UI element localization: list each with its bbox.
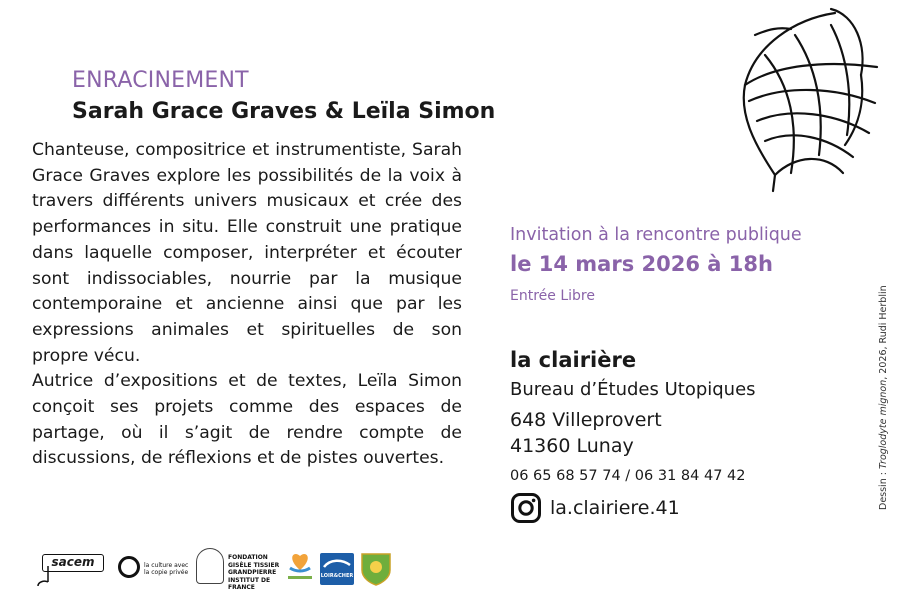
instagram-link[interactable]: [510, 492, 680, 524]
address-city: 41360 Lunay: [510, 435, 634, 457]
tissier-seal: [196, 548, 224, 584]
credit-prefix: Dessin :: [878, 469, 889, 510]
credit-suffix: , 2026, Rudi Herblin: [878, 285, 889, 380]
invitation-text: Invitation à la rencontre publique: [510, 225, 802, 245]
sacem-wordmark: sacem: [42, 554, 104, 572]
instagram-handle: la.clairiere.41: [550, 497, 680, 519]
copie-privee-mark: [118, 556, 140, 578]
tissier-line3: GRANDPIERRE: [228, 569, 277, 576]
copie-privee-logo: [118, 556, 198, 586]
venue-name: la clairière: [510, 348, 637, 372]
artists-names: Sarah Grace Graves & Leïla Simon: [72, 99, 496, 124]
tissier-line1: FONDATION: [228, 554, 268, 561]
copie-privee-line1: la culture avec: [144, 562, 189, 569]
phone-numbers: 06 65 68 57 74 / 06 31 84 47 42: [510, 468, 746, 484]
sacem-logo: [34, 552, 110, 586]
centre-val-de-loire-logo: [284, 552, 316, 586]
instagram-icon: [510, 492, 542, 524]
entry-info: Entrée Libre: [510, 288, 595, 304]
sacem-note-icon: [34, 566, 54, 588]
copie-privee-line2: la copie privée: [144, 569, 189, 576]
bio-paragraph-simon: Autrice d’expositions et de textes, Leïla Simon conçoit ses projets comme des espaces de partage, où il s’agit de rendre compte de discussions, de réflexions et de pistes ouvertes.: [32, 371, 462, 469]
drawing-credit: [878, 285, 889, 510]
bird-line-drawing: [735, 5, 880, 195]
bio-paragraph-graves: Chanteuse, compositrice et instrumentiste, Sarah Grace Graves explore les possibilités de la voix à travers différents univers musicaux et crée des performances in situ. Elle construit une pratique dans laquelle composer, interpréter et écouter sont indissociables, nourrie par la musique contemporaine et ancienne ainsi que par les expressions animales et spirituelles de son propre vécu.: [32, 140, 462, 366]
tissier-line2: GISÈLE TISSIER: [228, 561, 280, 569]
venue-subtitle: Bureau d’Études Utopiques: [510, 379, 756, 400]
loir-et-cher-wordmark: LOIR&CHER: [320, 573, 354, 579]
credit-title: Troglodyte mignon: [878, 379, 889, 470]
partner-logos: [28, 548, 408, 590]
project-title: ENRACINEMENT: [72, 68, 249, 93]
loir-wave-icon: [320, 553, 354, 573]
artists-bio: [32, 138, 462, 472]
loir-et-cher-logo: [320, 553, 354, 585]
address-street: 648 Villeprovert: [510, 409, 662, 431]
lunay-coat-of-arms: [360, 552, 392, 586]
tissier-foundation-logo: [196, 548, 286, 591]
event-date: le 14 mars 2026 à 18h: [510, 252, 773, 276]
tissier-line4: INSTITUT DE FRANCE: [228, 576, 271, 591]
